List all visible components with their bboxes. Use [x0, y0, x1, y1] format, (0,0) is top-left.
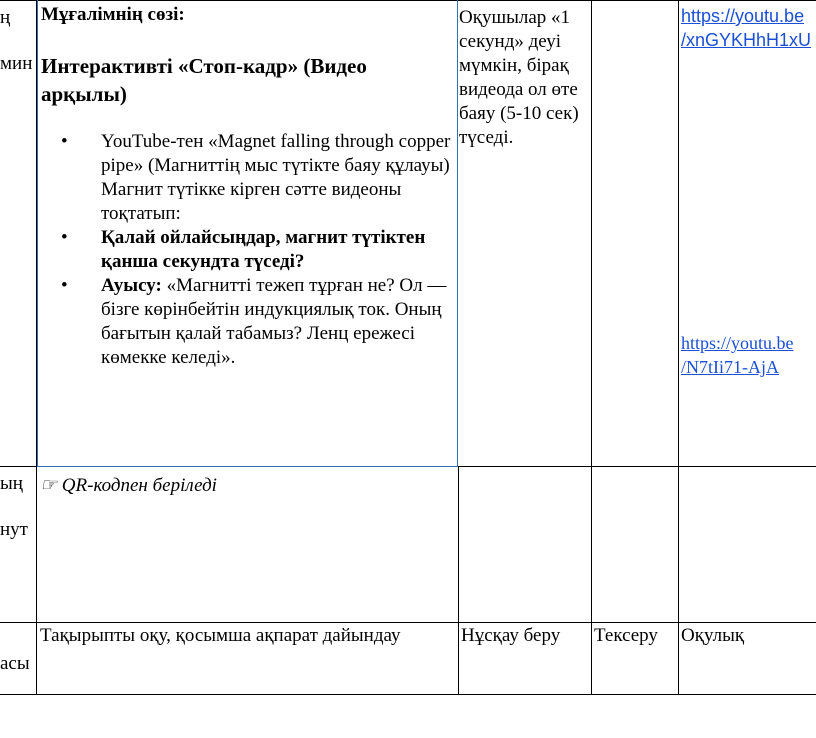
homework-teacher-action: Нұсқау беру: [461, 625, 561, 646]
left-fragment: асы: [0, 653, 30, 674]
left-fragment: мин: [0, 53, 33, 74]
left-fragment: нут: [0, 519, 28, 540]
qr-note: ☞ QR-кодпен беріледі: [40, 475, 217, 496]
activity-bullets: [41, 130, 451, 370]
video-link-2[interactable]: https://youtu.be /N7tIi71-AjA: [681, 333, 794, 377]
list-item: • Қалай ойлайсыңдар, магнит түтіктен қанша секундта түседі?: [61, 227, 426, 272]
left-fragment: ың: [0, 473, 23, 494]
table-line: [678, 0, 679, 694]
table-line: [591, 0, 592, 694]
list-item: • YouTube-тен «Magnet falling through copper pipe» (Магниттің мыс түтікте баяу құлауы) Магнит түтікке кірген сәтте видеоны тоқтатып:: [61, 131, 451, 224]
bullet-icon: •: [61, 275, 68, 296]
table-line: [458, 466, 816, 467]
homework-resource: Оқулық: [681, 625, 745, 646]
homework-task: Тақырыпты оқу, қосымша ақпарат дайындау: [40, 625, 401, 646]
video-link-1[interactable]: https://youtu.be /xnGYKHhH1xU: [681, 6, 812, 50]
teacher-heading: Мұғалімнің сөзі:: [41, 4, 185, 25]
homework-check: Тексеру: [594, 625, 658, 646]
table-line: [37, 0, 38, 466]
table-line: [0, 466, 37, 467]
table-line: [37, 466, 458, 467]
table-line: [0, 694, 816, 695]
table-line: [0, 622, 816, 623]
left-fragment: ң: [0, 7, 11, 28]
table-line: [457, 0, 458, 466]
table-line: [458, 466, 459, 694]
activity-title: Интерактивті «Стоп-кадр» (Видео арқылы): [41, 54, 367, 106]
table-line: [0, 0, 816, 1]
pointing-hand-icon: ☞: [40, 475, 58, 496]
list-item: • Ауысу: «Магнитті тежеп тұрған не? Ол — бізге көрінбейтін индукциялық ток. Оның бағытын қалай табамыз? Ленц ережесі көмекке келеді».: [61, 275, 447, 368]
bullet-icon: •: [61, 131, 68, 152]
students-note: Оқушылар «1 секунд» деуі мүмкін, бірақ видеода ол өте баяу (5-10 сек) түседі.: [459, 7, 579, 148]
bullet-icon: •: [61, 227, 68, 248]
